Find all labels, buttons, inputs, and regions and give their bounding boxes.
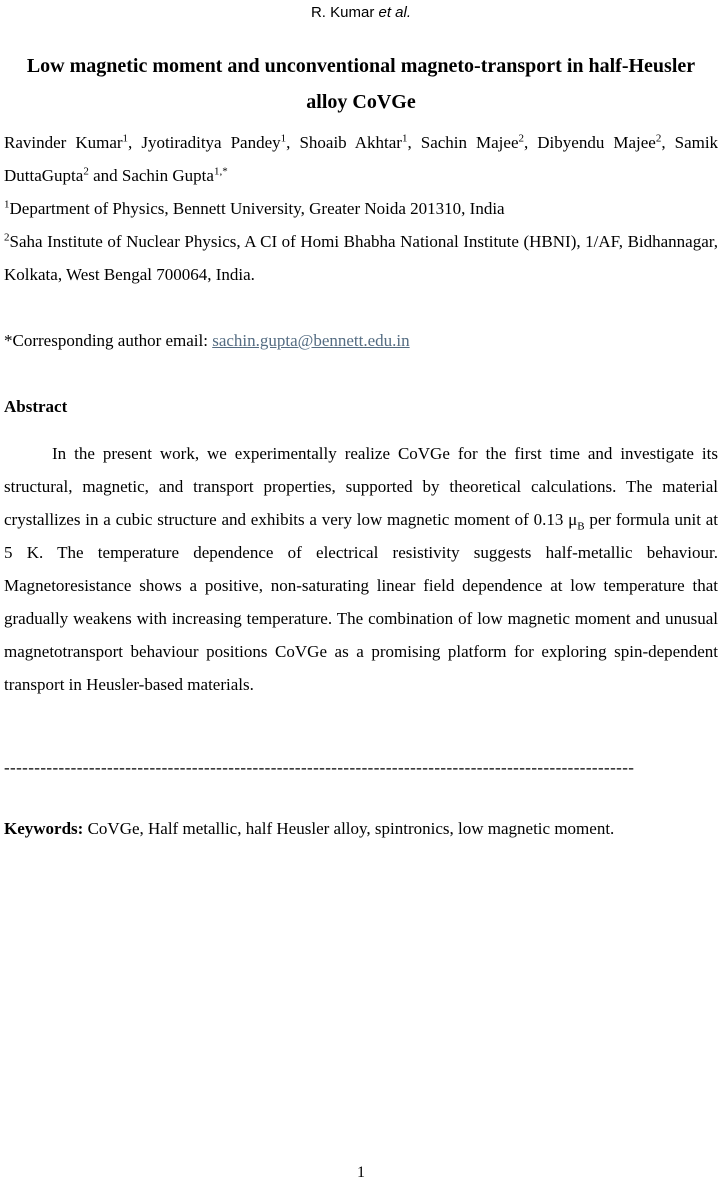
author-name: Shoaib Akhtar	[299, 133, 402, 152]
abstract-text-part: per formula unit at 5 K. The temperature dependence of electrical resistivity suggests half-metallic behaviour. Magnetoresistance shows a positive, non-saturating linear field dependence at low temperature that gradually weakens with increasing temperature. The combination of low magnetic moment and unusual magnetotransport behaviour positions CoVGe as a promising platform for exploring spin-dependent transport in Heusler-based materials.	[4, 510, 718, 695]
author-affiliation-sup: 1	[280, 132, 287, 145]
dashed-divider: --------------------------------------------------------------------------------------------------------	[4, 758, 635, 778]
paper-title: Low magnetic moment and unconventional magneto-transport in half-Heusler alloy CoVGe	[26, 55, 696, 113]
author-name: Sachin Majee	[420, 133, 519, 152]
keywords-label: Keywords:	[4, 819, 84, 839]
page-number: 1	[357, 1164, 365, 1181]
author-affiliation-sup: 1	[122, 132, 129, 145]
abstract-text-part: In the present work, we experimentally realize CoVGe for the first time and investigate its structural, magnetic, and transport properties, supported by theoretical calculations. The material crystallizes in a cubic structure and exhibits a very low magnetic moment of 0.13 μ	[4, 444, 718, 530]
author-separator: ,	[661, 133, 675, 152]
author-name: Dibyendu Majee	[537, 133, 656, 152]
abstract-heading: Abstract	[4, 397, 68, 416]
author-affiliation-sup: 2	[83, 165, 89, 178]
running-head	[4, 4, 718, 22]
affiliation-sup: 2	[4, 231, 10, 244]
affiliation-text: Saha Institute of Nuclear Physics, A CI of Homi Bhabha National Institute (HBNI), 1/AF, Bidhannagar, Kolkata, West Bengal 700064, India.	[4, 232, 718, 284]
author-list	[4, 126, 718, 192]
corresponding-label: *Corresponding author email:	[4, 331, 213, 350]
author-name: Jyotiraditya Pandey	[141, 133, 281, 152]
keywords-line	[4, 812, 718, 845]
corresponding-email-link[interactable]: sachin.gupta@bennett.edu.in	[212, 331, 410, 350]
affiliation	[4, 225, 718, 291]
author-name: Ravinder Kumar	[4, 133, 123, 152]
author-separator: ,	[524, 133, 538, 152]
affiliation-text: Department of Physics, Bennett University, Greater Noida 201310, India	[9, 199, 505, 218]
corresponding-author-line	[4, 324, 718, 357]
author-separator: ,	[128, 133, 142, 152]
author-name: Sachin Gupta	[121, 166, 214, 185]
affiliation-sup: 1	[4, 198, 10, 211]
author-separator: ,	[286, 133, 300, 152]
keywords-text: CoVGe, Half metallic, half Heusler alloy, spintronics, low magnetic moment.	[83, 819, 615, 839]
author-separator: ,	[407, 133, 421, 152]
author-affiliation-sup: 1,*	[213, 165, 228, 178]
author-name: Samik DuttaGupta	[4, 133, 719, 185]
author-separator: and	[88, 166, 122, 185]
running-head-author: R. Kumar	[310, 4, 379, 21]
running-head-etal: et al.	[378, 4, 412, 21]
author-affiliation-sup: 1	[401, 132, 408, 145]
author-affiliation-sup: 2	[518, 132, 524, 145]
affiliation	[4, 192, 718, 225]
author-affiliation-sup: 2	[655, 132, 662, 145]
abstract-text	[4, 437, 718, 701]
mu-b-subscript: B	[577, 520, 585, 533]
